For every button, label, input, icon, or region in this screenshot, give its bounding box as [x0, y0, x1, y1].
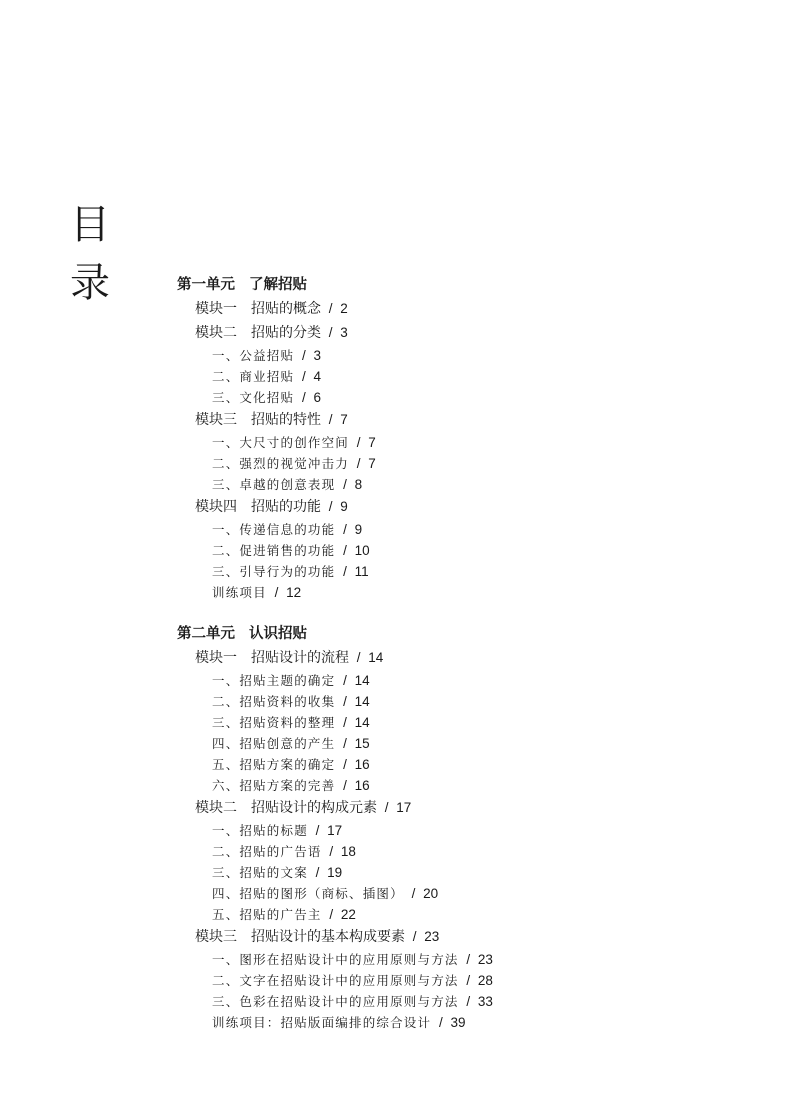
page-separator: /	[325, 907, 337, 922]
toc-entry-title: 五、招贴的广告主	[212, 907, 322, 922]
toc-sub-entry[interactable]	[212, 475, 362, 493]
page-separator: /	[353, 456, 365, 471]
toc-page-number: 7	[368, 456, 376, 471]
toc-entry-label: 模块一	[195, 301, 237, 317]
toc-module-entry[interactable]	[195, 298, 348, 318]
toc-entry-title: 二、促进销售的功能	[212, 543, 336, 558]
toc-entry-label: 模块三	[195, 412, 237, 428]
page-separator: /	[339, 673, 351, 688]
toc-entry-title: 三、引导行为的功能	[212, 564, 336, 579]
page-separator: /	[381, 800, 393, 815]
toc-sub-entry[interactable]	[212, 388, 321, 406]
page-separator: /	[298, 369, 310, 384]
page-separator: /	[311, 823, 324, 838]
toc-sub-entry[interactable]	[212, 692, 370, 710]
heading-char-1: 目	[70, 202, 110, 248]
toc-page-number: 16	[354, 757, 370, 772]
toc-entry-title: 招贴设计的流程	[251, 650, 349, 666]
page-separator: /	[339, 564, 351, 579]
toc-sub-entry[interactable]	[212, 562, 369, 580]
toc-sub-entry[interactable]	[212, 367, 321, 385]
toc-entry-title: 二、文字在招贴设计中的应用原则与方法	[212, 973, 459, 988]
toc-page-number: 10	[354, 543, 370, 558]
toc-entry-title: 一、传递信息的功能	[212, 522, 336, 537]
toc-sub-entry[interactable]	[212, 884, 438, 902]
toc-sub-entry[interactable]	[212, 713, 370, 731]
toc-entry-title: 二、招贴的广告语	[212, 844, 322, 859]
toc-entry-title: 二、商业招贴	[212, 369, 295, 384]
page-separator: /	[435, 1015, 447, 1030]
toc-entry-title: 招贴的特性	[251, 412, 321, 428]
toc-module-entry[interactable]	[195, 496, 348, 516]
toc-entry-title: 一、图形在招贴设计中的应用原则与方法	[212, 952, 459, 967]
toc-page-number: 14	[368, 650, 384, 665]
page-separator: /	[462, 952, 474, 967]
toc-entry-label: 模块二	[195, 325, 237, 341]
page-separator: /	[325, 325, 337, 340]
toc-entry-title: 一、招贴主题的确定	[212, 673, 336, 688]
toc-entry-label: 模块一	[195, 650, 237, 666]
toc-entry-title: 招贴设计的基本构成要素	[251, 929, 405, 945]
toc-entry-title: 三、卓越的创意表现	[212, 477, 336, 492]
page-separator: /	[462, 973, 474, 988]
toc-page-number: 9	[354, 522, 363, 537]
toc-entry-label: 模块四	[195, 499, 237, 515]
toc-page-number: 9	[340, 499, 348, 514]
toc-sub-entry[interactable]	[212, 541, 370, 559]
toc-sub-entry[interactable]	[212, 520, 362, 538]
toc-unit-heading[interactable]	[177, 273, 307, 294]
toc-page-number: 22	[340, 907, 356, 922]
toc-page-number: 17	[396, 800, 412, 815]
toc-sub-entry[interactable]	[212, 454, 376, 472]
toc-sub-entry[interactable]	[212, 950, 493, 968]
page-separator: /	[409, 929, 421, 944]
toc-page-number: 14	[354, 715, 370, 730]
toc-sub-entry[interactable]	[212, 433, 376, 451]
toc-sub-entry[interactable]	[212, 905, 356, 923]
page-separator: /	[339, 694, 351, 709]
toc-sub-entry[interactable]	[212, 992, 493, 1010]
toc-page-number: 2	[340, 301, 348, 316]
toc-entry-title: 四、招贴的图形（商标、插图）	[212, 886, 404, 901]
page-separator: /	[353, 435, 365, 450]
toc-page-number: 8	[354, 477, 363, 492]
toc-page-number: 15	[354, 736, 370, 751]
toc-entry-title: 招贴的概念	[251, 301, 321, 317]
page-separator: /	[407, 886, 420, 901]
toc-entry-title: 招贴的功能	[251, 499, 321, 515]
page-separator: /	[339, 715, 351, 730]
toc-entry-title: 二、强烈的视觉冲击力	[212, 456, 350, 471]
toc-page-number: 20	[423, 886, 439, 901]
toc-sub-entry[interactable]	[212, 971, 493, 989]
toc-sub-entry[interactable]	[212, 1013, 466, 1031]
page-separator: /	[339, 778, 351, 793]
page-separator: /	[339, 757, 351, 772]
toc-entry-title: 训练项目	[212, 585, 267, 600]
toc-sub-entry[interactable]	[212, 583, 301, 601]
toc-module-entry[interactable]	[195, 926, 439, 946]
toc-page-number: 3	[340, 325, 348, 340]
toc-sub-entry[interactable]	[212, 863, 342, 881]
toc-entry-title: 三、招贴的文案	[212, 865, 308, 880]
page-separator: /	[311, 865, 324, 880]
page-separator: /	[339, 477, 351, 492]
toc-entry-title: 四、招贴创意的产生	[212, 736, 336, 751]
toc-page-number: 23	[477, 952, 493, 967]
toc-module-entry[interactable]	[195, 322, 348, 342]
toc-sub-entry[interactable]	[212, 842, 356, 860]
toc-page-number: 33	[477, 994, 493, 1009]
toc-page-number: 3	[313, 348, 321, 363]
toc-page-number: 39	[450, 1015, 466, 1030]
page-separator: /	[325, 301, 337, 316]
toc-page-number: 28	[477, 973, 493, 988]
page-separator: /	[339, 522, 351, 537]
toc-sub-entry[interactable]	[212, 671, 370, 689]
page-separator: /	[325, 499, 337, 514]
page-separator: /	[298, 348, 310, 363]
page-separator: /	[270, 585, 283, 600]
toc-page-number: 6	[313, 390, 321, 405]
toc-entry-title: 三、文化招贴	[212, 390, 295, 405]
toc-entry-label: 模块三	[195, 929, 237, 945]
toc-page-number: 4	[313, 369, 321, 384]
toc-page-number: 14	[354, 673, 370, 688]
toc-page-number: 11	[354, 564, 369, 579]
toc-module-entry[interactable]	[195, 647, 383, 667]
toc-page-number: 23	[424, 929, 440, 944]
toc-entry-title: 六、招贴方案的完善	[212, 778, 336, 793]
toc-entry-title: 了解招贴	[249, 276, 307, 293]
toc-entry-title: 一、公益招贴	[212, 348, 295, 363]
toc-page-number: 19	[327, 865, 343, 880]
toc-page-number: 7	[368, 435, 376, 450]
toc-unit-heading[interactable]	[177, 622, 307, 643]
toc-entry-title: 三、招贴资料的整理	[212, 715, 336, 730]
toc-entry-title: 认识招贴	[249, 625, 307, 642]
toc-entry-label: 第一单元	[177, 276, 235, 293]
page-separator: /	[353, 650, 365, 665]
toc-entry-title: 一、招贴的标题	[212, 823, 308, 838]
toc-entry-label: 第二单元	[177, 625, 235, 642]
toc-module-entry[interactable]	[195, 409, 348, 429]
page-separator: /	[325, 844, 337, 859]
toc-page-number: 16	[354, 778, 370, 793]
toc-page-number: 12	[286, 585, 302, 600]
page-separator: /	[325, 412, 337, 427]
toc-entry-title: 训练项目：招贴版面编排的综合设计	[212, 1015, 432, 1030]
toc-entry-title: 招贴设计的构成元素	[251, 800, 377, 816]
toc-module-entry[interactable]	[195, 797, 411, 817]
toc-page-number: 17	[327, 823, 343, 838]
toc-entry-title: 三、色彩在招贴设计中的应用原则与方法	[212, 994, 459, 1009]
toc-entry-title: 招贴的分类	[251, 325, 321, 341]
toc-entry-title: 二、招贴资料的收集	[212, 694, 336, 709]
toc-entry-title: 一、大尺寸的创作空间	[212, 435, 350, 450]
toc-entry-title: 五、招贴方案的确定	[212, 757, 336, 772]
page-separator: /	[462, 994, 474, 1009]
toc-page-number: 14	[354, 694, 370, 709]
toc-sub-entry[interactable]	[212, 734, 370, 752]
page-separator: /	[298, 390, 310, 405]
toc-sub-entry[interactable]	[212, 755, 370, 773]
toc-sub-entry[interactable]	[212, 346, 321, 364]
toc-page-number: 18	[340, 844, 356, 859]
toc-sub-entry[interactable]	[212, 776, 370, 794]
page-separator: /	[339, 736, 351, 751]
toc-sub-entry[interactable]	[212, 821, 342, 839]
page-separator: /	[339, 543, 351, 558]
heading-char-2: 录	[70, 260, 110, 306]
toc-entry-label: 模块二	[195, 800, 237, 816]
toc-page-number: 7	[340, 412, 348, 427]
